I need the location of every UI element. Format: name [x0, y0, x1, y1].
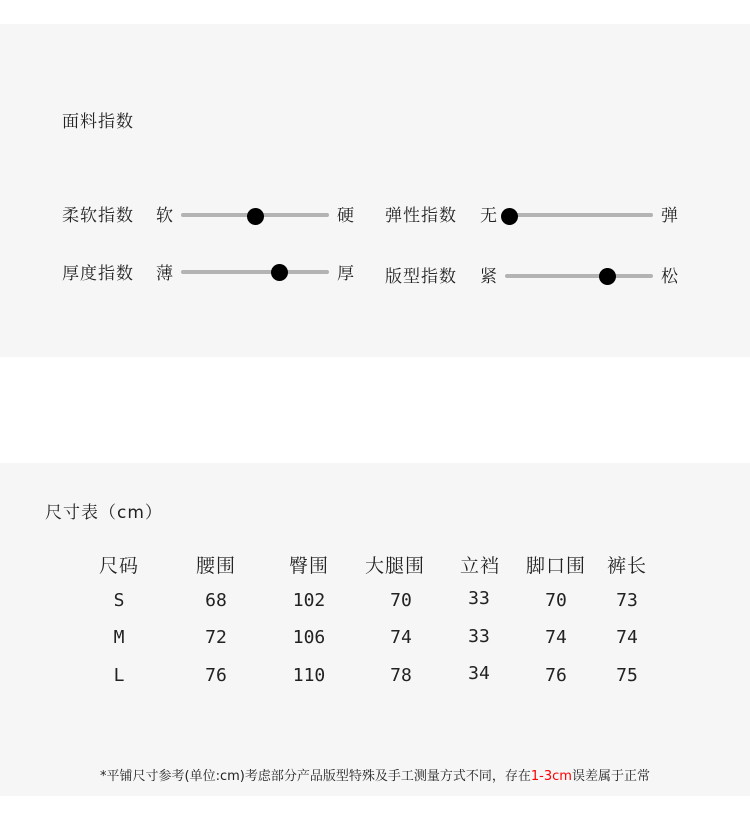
elasticity-slider-knob — [501, 208, 518, 225]
softness-slider-knob — [247, 208, 264, 225]
waist-header: 腰围 — [195, 555, 237, 577]
table-cell: 33 — [468, 626, 490, 647]
fit-slider-track — [505, 274, 653, 278]
table-cell: 73 — [616, 590, 638, 611]
fit-left-label: 紧 — [480, 267, 498, 287]
fabric-index-title: 面料指数 — [62, 112, 134, 132]
table-cell: 68 — [205, 590, 227, 611]
elasticity-index-label: 弹性指数 — [385, 206, 457, 226]
table-cell: 74 — [390, 627, 412, 648]
table-cell: 102 — [292, 590, 326, 611]
rise-header: 立裆 — [459, 555, 501, 577]
hip-header: 臀围 — [288, 555, 330, 577]
thickness-slider-track — [181, 270, 329, 274]
table-cell: 78 — [390, 665, 412, 686]
table-cell: M — [113, 627, 125, 648]
leg-opening-header: 脚口围 — [525, 555, 587, 577]
table-cell: 106 — [292, 627, 326, 648]
table-cell: 110 — [292, 665, 326, 686]
fabric-index-panel — [0, 24, 750, 357]
footnote-tolerance: 1-3cm — [530, 769, 572, 784]
table-cell: 76 — [545, 665, 567, 686]
softness-right-label: 硬 — [337, 206, 355, 226]
length-header: 裤长 — [606, 555, 648, 577]
table-cell: L — [113, 665, 125, 686]
elasticity-slider-track — [505, 213, 653, 217]
thickness-right-label: 厚 — [337, 264, 355, 284]
size-header: 尺码 — [98, 555, 140, 577]
softness-index-label: 柔软指数 — [62, 206, 134, 226]
table-cell: 33 — [468, 588, 490, 609]
fit-right-label: 松 — [661, 267, 679, 287]
fit-slider-knob — [599, 268, 616, 285]
table-cell: 75 — [616, 665, 638, 686]
table-cell: 70 — [390, 590, 412, 611]
table-cell: 34 — [468, 663, 490, 684]
footnote-text: *平铺尺寸参考(单位:cm)考虑部分产品版型特殊及手工测量方式不同，存在 — [100, 769, 531, 784]
table-cell: S — [113, 590, 125, 611]
table-cell: 72 — [205, 627, 227, 648]
size-table-title: 尺寸表（cm） — [45, 503, 163, 523]
thigh-header: 大腿围 — [364, 555, 426, 577]
size-table-panel — [0, 463, 750, 796]
table-cell: 76 — [205, 665, 227, 686]
softness-left-label: 软 — [156, 206, 174, 226]
table-cell: 74 — [545, 627, 567, 648]
footnote-text-end: 误差属于正常 — [571, 769, 650, 784]
elasticity-right-label: 弹 — [661, 206, 679, 226]
thickness-index-label: 厚度指数 — [62, 264, 134, 284]
fit-index-label: 版型指数 — [385, 267, 457, 287]
table-cell: 74 — [616, 627, 638, 648]
table-cell: 70 — [545, 590, 567, 611]
elasticity-left-label: 无 — [480, 206, 498, 226]
thickness-slider-knob — [271, 264, 288, 281]
thickness-left-label: 薄 — [156, 264, 174, 284]
measurement-footnote — [0, 765, 750, 784]
